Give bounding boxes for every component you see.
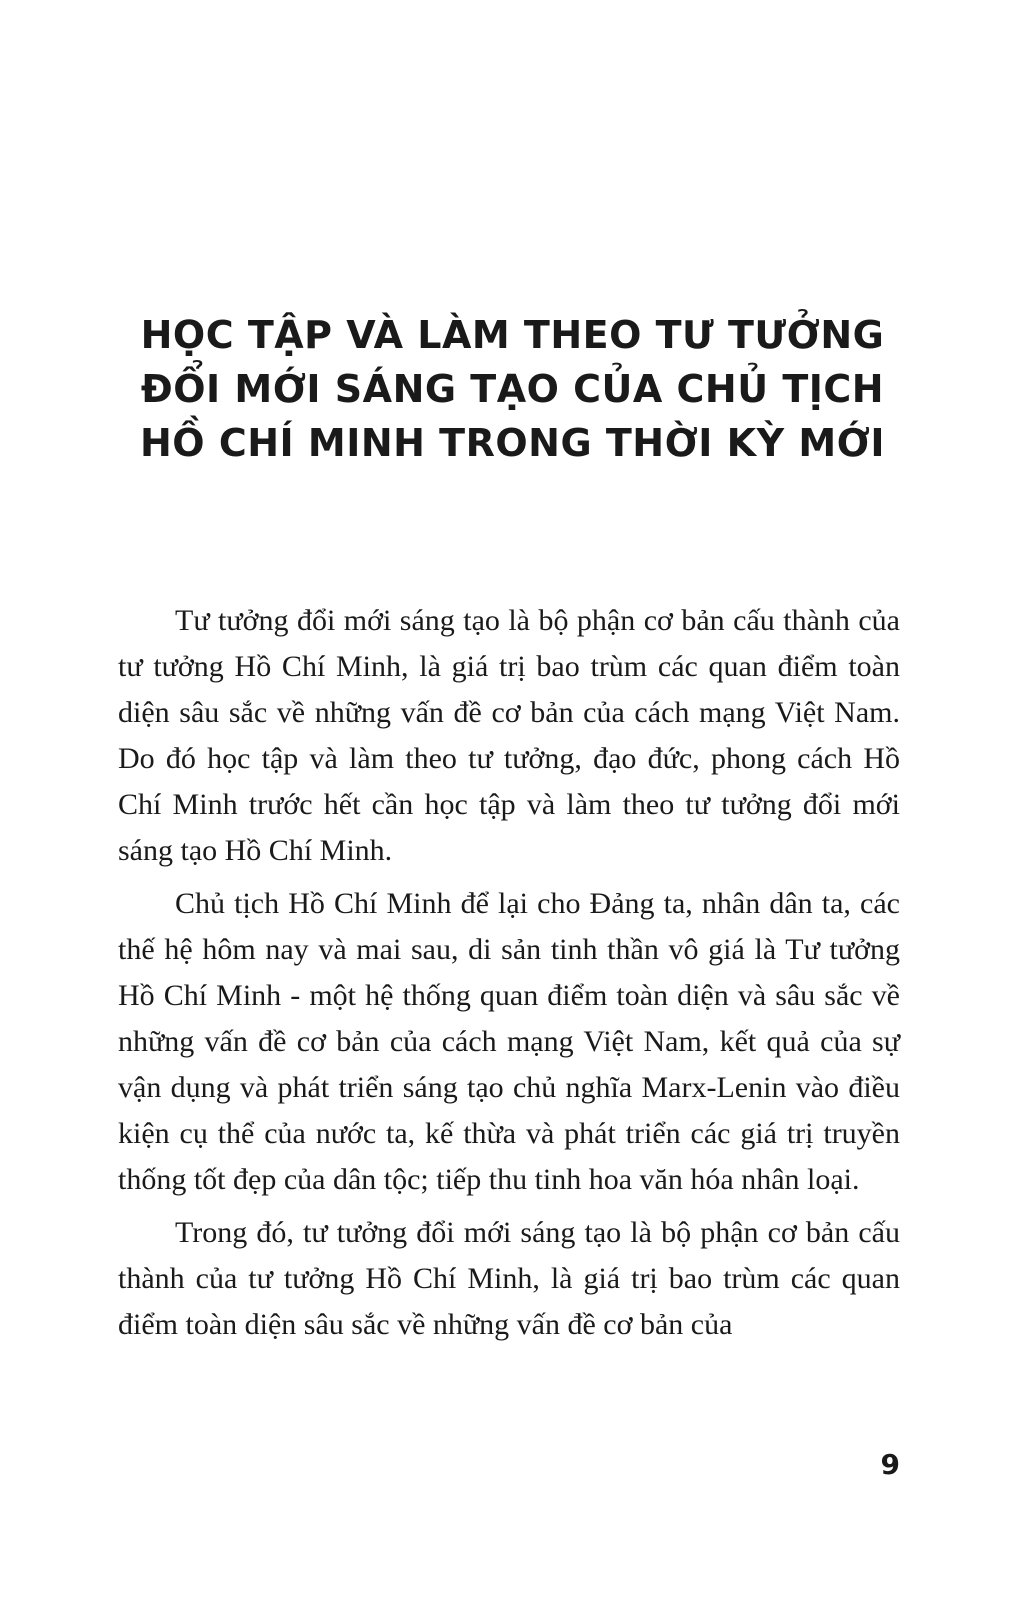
- paragraph-2: Chủ tịch Hồ Chí Minh để lại cho Đảng ta, nhân dân ta, các thế hệ hôm nay và mai sau, di sản tinh thần vô giá là Tư tưởng Hồ Chí Minh - một hệ thống quan điểm toàn diện và sâu sắc về những vấn đề cơ bản của cách mạng Việt Nam, kết quả của sự vận dụng và phát triển sáng tạo chủ nghĩa Marx-Lenin vào điều kiện cụ thể của nước ta, kế thừa và phát triển các giá trị truyền thống tốt đẹp của dân tộc; tiếp thu tinh hoa văn hóa nhân loại.: [118, 887, 900, 1196]
- chapter-title: [70, 308, 955, 470]
- paragraph-3: Trong đó, tư tưởng đổi mới sáng tạo là bộ phận cơ bản cấu thành của tư tưởng Hồ Chí Minh, là giá trị bao trùm các quan điểm toàn diện sâu sắc về những vấn đề cơ bản của: [118, 1216, 900, 1341]
- body-text: [118, 598, 900, 1355]
- chapter-title-line-1: HỌC TẬP VÀ LÀM THEO TƯ TƯỞNG: [140, 313, 885, 357]
- page-number: 9: [880, 1448, 900, 1481]
- paragraph-1: Tư tưởng đổi mới sáng tạo là bộ phận cơ bản cấu thành của tư tưởng Hồ Chí Minh, là giá trị bao trùm các quan điểm toàn diện sâu sắc về những vấn đề cơ bản của cách mạng Việt Nam. Do đó học tập và làm theo tư tưởng, đạo đức, phong cách Hồ Chí Minh trước hết cần học tập và làm theo tư tưởng đổi mới sáng tạo Hồ Chí Minh.: [118, 604, 900, 867]
- chapter-title-line-3: HỒ CHÍ MINH TRONG THỜI KỲ MỚI: [139, 421, 886, 465]
- chapter-title-line-2: ĐỔI MỚI SÁNG TẠO CỦA CHỦ TỊCH: [140, 367, 885, 411]
